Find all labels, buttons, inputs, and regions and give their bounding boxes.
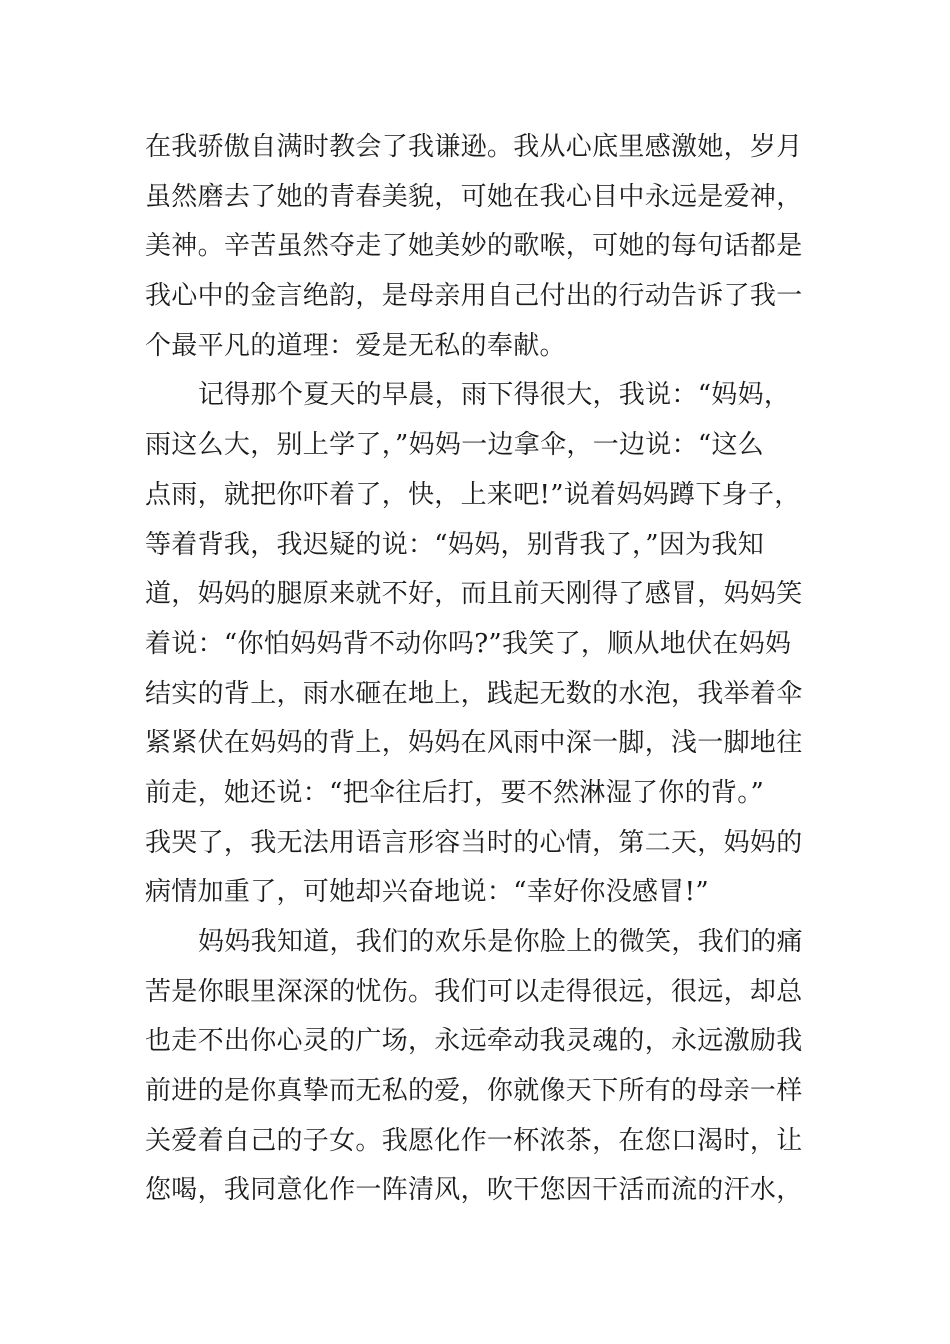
text-line-22: 您喝，我同意化作一阵清风，吹干您因干活而流的汗水，: [145, 1175, 803, 1206]
text-line-18: 苦是你眼里深深的忧伤。我们可以走得很远，很远，却总: [145, 976, 803, 1007]
text-line-10: 道，妈妈的腿原来就不好，而且前天刚得了感冒，妈妈笑: [145, 579, 803, 610]
text-line-14: 前走，她还说：“把伞往后打，要不然淋湿了你的背。”: [145, 777, 765, 808]
text-line-2: 虽然磨去了她的青春美貌，可她在我心目中永远是爱神，: [145, 181, 803, 212]
text-line-20: 前进的是你真挚而无私的爱，你就像天下所有的母亲一样: [145, 1076, 803, 1107]
text-line-4: 我心中的金言绝韵，是母亲用自己付出的行动告诉了我一: [145, 281, 803, 312]
text-line-1: 在我骄傲自满时教会了我谦逊。我从心底里感激她，岁月: [145, 132, 803, 162]
text-line-6: 记得那个夏天的早晨，雨下得很大，我说：“妈妈，: [198, 380, 791, 411]
text-line-7: 雨这么大，别上学了，”妈妈一边拿伞，一边说：“这么: [145, 430, 765, 461]
text-line-19: 也走不出你心灵的广场，永远牵动我灵魂的，永远激励我: [145, 1026, 803, 1057]
text-line-17: 妈妈我知道，我们的欢乐是你脸上的微笑，我们的痛: [198, 927, 803, 957]
text-line-5: 个最平凡的道理：爱是无私的奉献。: [145, 330, 566, 361]
text-line-15: 我哭了，我无法用语言形容当时的心情，第二天，妈妈的: [145, 827, 803, 858]
text-line-16: 病情加重了，可她却兴奋地说：“幸好你没感冒!”: [145, 877, 709, 908]
text-line-3: 美神。辛苦虽然夺走了她美妙的歌喉，可她的每句话都是: [145, 231, 803, 262]
text-line-13: 紧紧伏在妈妈的背上，妈妈在风雨中深一脚，浅一脚地往: [145, 728, 803, 759]
text-line-8: 点雨，就把你吓着了，快，上来吧!”说着妈妈蹲下身子，: [145, 479, 801, 510]
text-line-9: 等着背我，我迟疑的说：“妈妈，别背我了，”因为我知: [145, 529, 765, 560]
text-line-21: 关爱着自己的子女。我愿化作一杯浓茶，在您口渴时，让: [145, 1125, 803, 1156]
essay-body: [145, 123, 815, 1216]
text-line-11: 着说：“你怕妈妈背不动你吗?”我笑了，顺从地伏在妈妈: [145, 628, 792, 659]
text-line-12: 结实的背上，雨水砸在地上，践起无数的水泡，我举着伞: [145, 678, 803, 709]
